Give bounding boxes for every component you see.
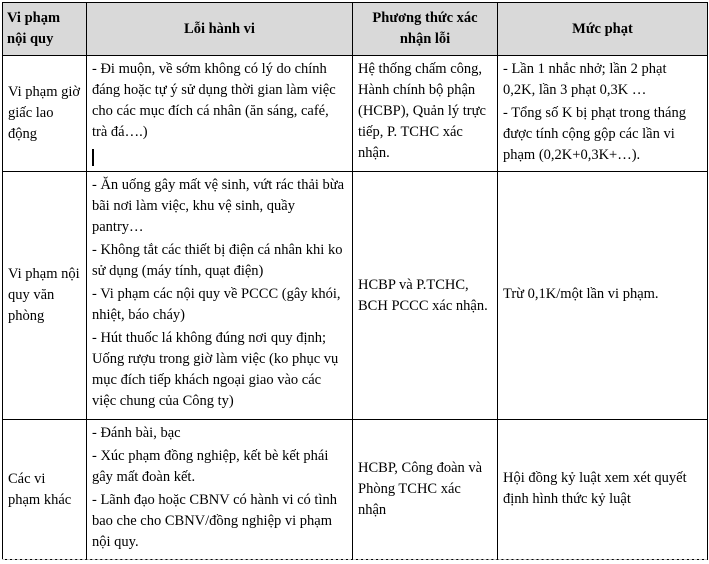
row-category: Vi phạm nội quy văn phòng [8,266,80,324]
table-header-row [3,3,708,56]
row-category: Các vi phạm khác [8,470,72,508]
page-bottom-divider [2,559,707,560]
text-cursor [92,149,94,166]
row-behavior-cell [87,420,353,560]
row-confirmation: HCBP, Công đoàn và Phòng TCHC xác nhận [358,460,483,518]
behavior-item: - Ăn uống gây mất vệ sinh, vứt rác thải bừa bãi nơi làm việc, khu vệ sinh, quầy pantry… [92,177,345,235]
penalty-item: Hội đồng kỷ luật xem xét quyết định hình thức kỷ luật [503,469,687,507]
row-category-cell [3,420,87,560]
row-penalty-cell [498,56,708,172]
behavior-item: - Xúc phạm đồng nghiệp, kết bè kết phái gây mất đoàn kết. [92,448,329,485]
penalty-item: - Lần 1 nhắc nhở; lần 2 phạt 0,2K, lần 3 phạt 0,3K … [503,61,667,98]
row-penalty-cell [498,420,708,560]
behavior-item: - Đánh bài, bạc [92,425,181,441]
header-behavior: Lỗi hành vi [87,3,353,56]
penalty-item: - Tổng số K bị phạt trong tháng được tính cộng gộp các lần vi phạm (0,2K+0,3K+…). [503,105,686,163]
row-confirmation-cell [353,420,498,560]
behavior-item: - Lãnh đạo hoặc CBNV có hành vi có tình bao che cho CBNV/đồng nghiệp vi phạm nội quy. [92,492,337,550]
row-category-cell [3,172,87,420]
header-penalty: Mức phạt [498,3,708,56]
row-confirmation-cell [353,56,498,172]
row-behavior-cell[interactable] [87,56,353,172]
table-row [3,56,708,172]
header-violation-category: Vi phạm nội quy [3,3,87,56]
behavior-item: - Không tắt các thiết bị điện cá nhân khi ko sử dụng (máy tính, quạt điện) [92,242,343,279]
row-behavior-cell [87,172,353,420]
header-confirmation-method: Phương thức xác nhận lỗi [353,3,498,56]
penalty-item: Trừ 0,1K/một lần vi phạm. [503,286,659,302]
table-row [3,420,708,560]
row-confirmation-cell [353,172,498,420]
row-category-cell [3,56,87,172]
table-row [3,172,708,420]
behavior-item: - Vi phạm các nội quy về PCCC (gây khói, nhiệt, báo cháy) [92,286,341,323]
violation-rules-table [2,2,708,560]
row-penalty-cell [498,172,708,420]
row-category: Vi phạm giờ giấc lao động [8,84,81,142]
behavior-item: - Hút thuốc lá không đúng nơi quy định; Uống rượu trong giờ làm việc (ko phục vụ mục đích tiếp khách ngoại giao vào các việc chung của Công ty) [92,330,339,409]
behavior-item: - Đi muộn, về sớm không có lý do chính đáng hoặc tự ý sử dụng thời gian làm việc cho các mục đích cá nhân (ăn sáng, café, trà đá….) [92,61,336,140]
row-confirmation: Hệ thống chấm công, Hành chính bộ phận (HCBP), Quản lý trực tiếp, P. TCHC xác nhận. [358,61,486,161]
row-confirmation: HCBP và P.TCHC, BCH PCCC xác nhận. [358,276,488,314]
